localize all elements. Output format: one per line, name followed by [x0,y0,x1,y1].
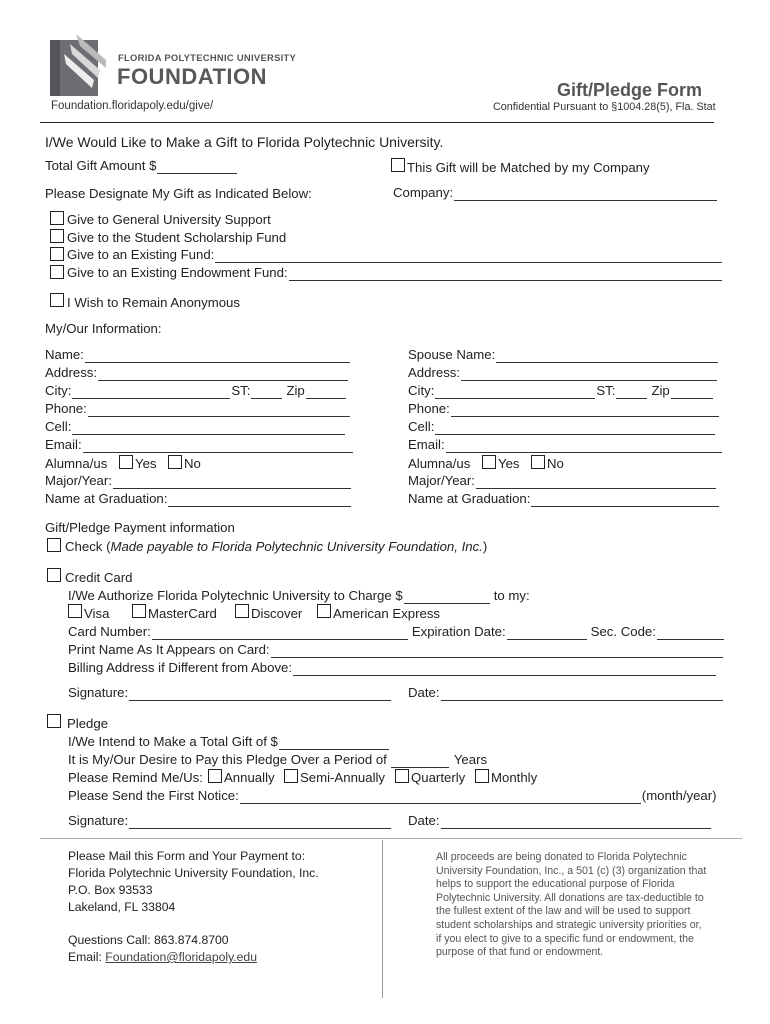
spouse-major-input[interactable] [476,476,716,489]
spouse-st-input[interactable] [616,386,647,399]
spouse-name-input[interactable] [496,350,718,363]
disclaimer-line: if you elect to give to a specific fund or endowment, the [436,932,694,945]
print-name-label: Print Name As It Appears on Card: [68,642,270,657]
mail-line-3: Lakeland, FL 33804 [68,900,176,914]
total-gift-row [45,158,238,174]
spouse-email-input[interactable] [446,440,722,453]
cc-signature-label: Signature: [68,685,129,700]
footer-email-label: Email: [68,950,102,964]
exp-date-input[interactable] [507,627,587,640]
spouse-alumna-yes-checkbox[interactable] [482,455,496,469]
amex-label: American Express [333,606,441,621]
pledge-years-label: Years [453,752,488,767]
pledge-period-input[interactable] [391,755,449,768]
zip-label: Zip [286,383,305,398]
billing-row [68,660,717,676]
alumna-label: Alumna/us [45,456,108,471]
pledge-signature-input[interactable] [129,816,391,829]
org-big-name: FOUNDATION [117,64,268,89]
spouse-address-input[interactable] [461,368,717,381]
endowment-fund-checkbox[interactable] [50,265,64,279]
spouse-alumna-no-checkbox[interactable] [531,455,545,469]
disclaimer-line: Polytechnic University. All donations are tax-deductible to [436,891,704,904]
check-row [65,539,487,555]
company-row [393,185,718,201]
disclaimer-line: University Foundation, Inc., a 501 (c) (3) organization that [436,864,707,877]
spouse-city-row [408,383,714,399]
payment-heading: Gift/Pledge Payment information [45,520,235,535]
pledge-period-row [68,752,487,768]
gift-intro: I/We Would Like to Make a Gift to Florida Polytechnic University. [45,134,444,150]
spouse-name-label: Spouse Name: [408,347,496,362]
pledge-total-row [68,734,390,750]
phone-label: Phone: [45,401,87,416]
month-year-label: (month/year) [641,788,717,803]
monthly-checkbox[interactable] [475,769,489,783]
annually-checkbox[interactable] [208,769,222,783]
disclaimer [436,851,706,960]
sec-code-label: Sec. Code: [590,624,656,639]
phone-input[interactable] [88,404,350,417]
spouse-grad-name-label: Name at Graduation: [408,491,531,506]
remind-label: Please Remind Me/Us: [68,770,203,785]
authorize-row [68,588,530,604]
endowment-fund-row [67,265,723,281]
spouse-email-label: Email: [408,437,445,452]
scholarship-label: Give to the Student Scholarship Fund [67,230,287,245]
spouse-zip-label: Zip [651,383,670,398]
foundation-url: Foundation.floridapoly.edu/give/ [51,100,214,112]
email-input[interactable] [83,440,353,453]
alumna-no-checkbox[interactable] [168,455,182,469]
email-row [45,437,354,453]
spouse-grad-name-row [408,491,720,507]
existing-fund-row [67,247,723,263]
pledge-date-input[interactable] [441,816,711,829]
mastercard-checkbox[interactable] [132,604,146,618]
questions-phone: Questions Call: 863.874.8700 [68,933,229,947]
visa-checkbox[interactable] [68,604,82,618]
city-label: City: [45,383,72,398]
spouse-cell-label: Cell: [408,419,435,434]
print-name-input[interactable] [271,645,723,658]
sec-code-input[interactable] [657,627,724,640]
major-input[interactable] [113,476,351,489]
spouse-phone-input[interactable] [451,404,719,417]
logo-mark-icon [50,34,106,96]
credit-card-label: Credit Card [65,570,133,585]
footer-column-divider [382,840,383,998]
amex-checkbox[interactable] [317,604,331,618]
company-input[interactable] [454,188,717,201]
disclaimer-line: student scholarships and strategic university priorities or, [436,918,702,931]
anonymous-checkbox[interactable] [50,293,64,307]
card-number-label: Card Number: [68,624,151,639]
general-support-checkbox[interactable] [50,211,64,225]
quarterly-label: Quarterly [411,770,466,785]
credit-card-checkbox[interactable] [47,568,61,582]
anonymous-label: I Wish to Remain Anonymous [67,295,240,310]
cc-date-row [408,685,724,701]
spouse-phone-row [408,401,720,417]
mail-line-1: Florida Polytechnic University Foundation, Inc. [68,866,319,880]
endowment-fund-input[interactable] [289,268,722,281]
pledge-date-label: Date: [408,813,440,828]
discover-checkbox[interactable] [235,604,249,618]
visa-label: Visa [84,606,110,621]
spouse-alumna-yes-label: Yes [498,456,520,471]
authorize-label: I/We Authorize Florida Polytechnic University to Charge $ [68,588,403,603]
check-note-close: ) [482,539,488,554]
matched-checkbox[interactable] [391,158,405,172]
address-row [45,365,349,381]
grad-name-label: Name at Graduation: [45,491,168,506]
cell-input[interactable] [72,422,345,435]
endowment-fund-label: Give to an Existing Endowment Fund: [67,265,288,280]
pledge-total-input[interactable] [279,737,389,750]
cc-date-label: Date: [408,685,440,700]
footer-divider [40,838,742,839]
address-label: Address: [45,365,98,380]
st-label: ST: [231,383,251,398]
annually-label: Annually [224,770,275,785]
phone-row [45,401,351,417]
pledge-date-row [408,813,712,829]
name-label: Name: [45,347,84,362]
grad-name-row [45,491,352,507]
confidential-note: Confidential Pursuant to §1004.28(5), Fla. Stat [493,101,716,113]
charge-amount-input[interactable] [404,591,490,604]
pledge-signature-label: Signature: [68,813,129,828]
mail-line-2: P.O. Box 93533 [68,883,153,897]
first-notice-row [68,788,717,804]
major-row [45,473,352,489]
first-notice-label: Please Send the First Notice: [68,788,239,803]
foundation-email-link[interactable]: Foundation@floridapoly.edu [105,950,257,964]
first-notice-input[interactable] [240,791,641,804]
disclaimer-line: helps to support the educational purpose of Florida [436,878,675,891]
print-name-row [68,642,724,658]
discover-label: Discover [251,606,303,621]
spouse-st-label: ST: [596,383,616,398]
page-title: Gift/Pledge Form [557,80,703,100]
check-note-open: ( [106,539,111,554]
cell-row [45,419,346,435]
spouse-cell-row [408,419,716,435]
major-label: Major/Year: [45,473,112,488]
name-input[interactable] [85,350,350,363]
cc-date-input[interactable] [441,688,723,701]
pledge-total-label: I/We Intend to Make a Total Gift of $ [68,734,278,749]
spouse-city-label: City: [408,383,435,398]
spouse-city-input[interactable] [435,386,595,399]
scholarship-checkbox[interactable] [50,229,64,243]
zip-input[interactable] [306,386,346,399]
disclaimer-line: purpose of that fund or endowment. [436,946,604,959]
authorize-suffix: to my: [493,588,530,603]
alumna-yes-label: Yes [135,456,157,471]
spouse-name-row [408,347,719,363]
mastercard-label: MasterCard [148,606,217,621]
spouse-email-row [408,437,723,453]
name-row [45,347,351,363]
pledge-period-label: It is My/Our Desire to Pay this Pledge Over a Period of [68,752,387,767]
pledge-checkbox[interactable] [47,714,61,728]
spouse-cell-input[interactable] [435,422,715,435]
email-line [68,950,257,965]
spouse-grad-name-input[interactable] [531,494,719,507]
quarterly-checkbox[interactable] [395,769,409,783]
existing-fund-input[interactable] [215,250,722,263]
check-checkbox[interactable] [47,538,61,552]
spouse-address-label: Address: [408,365,461,380]
cc-signature-row [68,685,392,701]
mail-heading: Please Mail this Form and Your Payment to: [68,849,306,863]
header-divider [40,122,714,123]
cell-label: Cell: [45,419,72,434]
spouse-alumna-no-label: No [547,456,564,471]
org-small-name: FLORIDA POLYTECHNIC UNIVERSITY [118,52,297,63]
grad-name-input[interactable] [168,494,351,507]
monthly-label: Monthly [491,770,538,785]
city-input[interactable] [72,386,230,399]
billing-input[interactable] [293,663,716,676]
spouse-zip-input[interactable] [671,386,713,399]
company-label: Company: [393,185,454,200]
general-support-label: Give to General University Support [67,212,271,227]
email-label: Email: [45,437,82,452]
designate-label: Please Designate My Gift as Indicated Below: [45,186,312,201]
spouse-major-row [408,473,717,489]
total-gift-input[interactable] [157,161,237,174]
pledge-signature-row [68,813,392,829]
spouse-address-row [408,365,718,381]
info-heading: My/Our Information: [45,321,162,336]
card-number-row [68,624,725,640]
billing-label: Billing Address if Different from Above: [68,660,293,675]
check-note: Made payable to Florida Polytechnic University Foundation, Inc. [110,539,483,554]
check-label: Check [65,539,103,554]
spouse-alumna-label: Alumna/us [408,456,471,471]
address-input[interactable] [98,368,348,381]
matched-label: This Gift will be Matched by my Company [407,160,650,175]
city-row [45,383,347,399]
cc-signature-input[interactable] [129,688,391,701]
semi-annually-label: Semi-Annually [300,770,386,785]
total-gift-label: Total Gift Amount $ [45,158,157,173]
st-input[interactable] [251,386,282,399]
disclaimer-line: All proceeds are being donated to Florida Polytechnic [436,851,687,863]
foundation-logo [50,34,106,96]
exp-date-label: Expiration Date: [411,624,506,639]
alumna-yes-checkbox[interactable] [119,455,133,469]
card-number-input[interactable] [152,627,408,640]
spouse-major-label: Major/Year: [408,473,475,488]
alumna-no-label: No [184,456,201,471]
disclaimer-line: the fullest extent of the law and will be used to support [436,905,691,918]
existing-fund-label: Give to an Existing Fund: [67,247,215,262]
spouse-phone-label: Phone: [408,401,450,416]
semi-annually-checkbox[interactable] [284,769,298,783]
existing-fund-checkbox[interactable] [50,247,64,261]
pledge-label: Pledge [67,716,109,731]
